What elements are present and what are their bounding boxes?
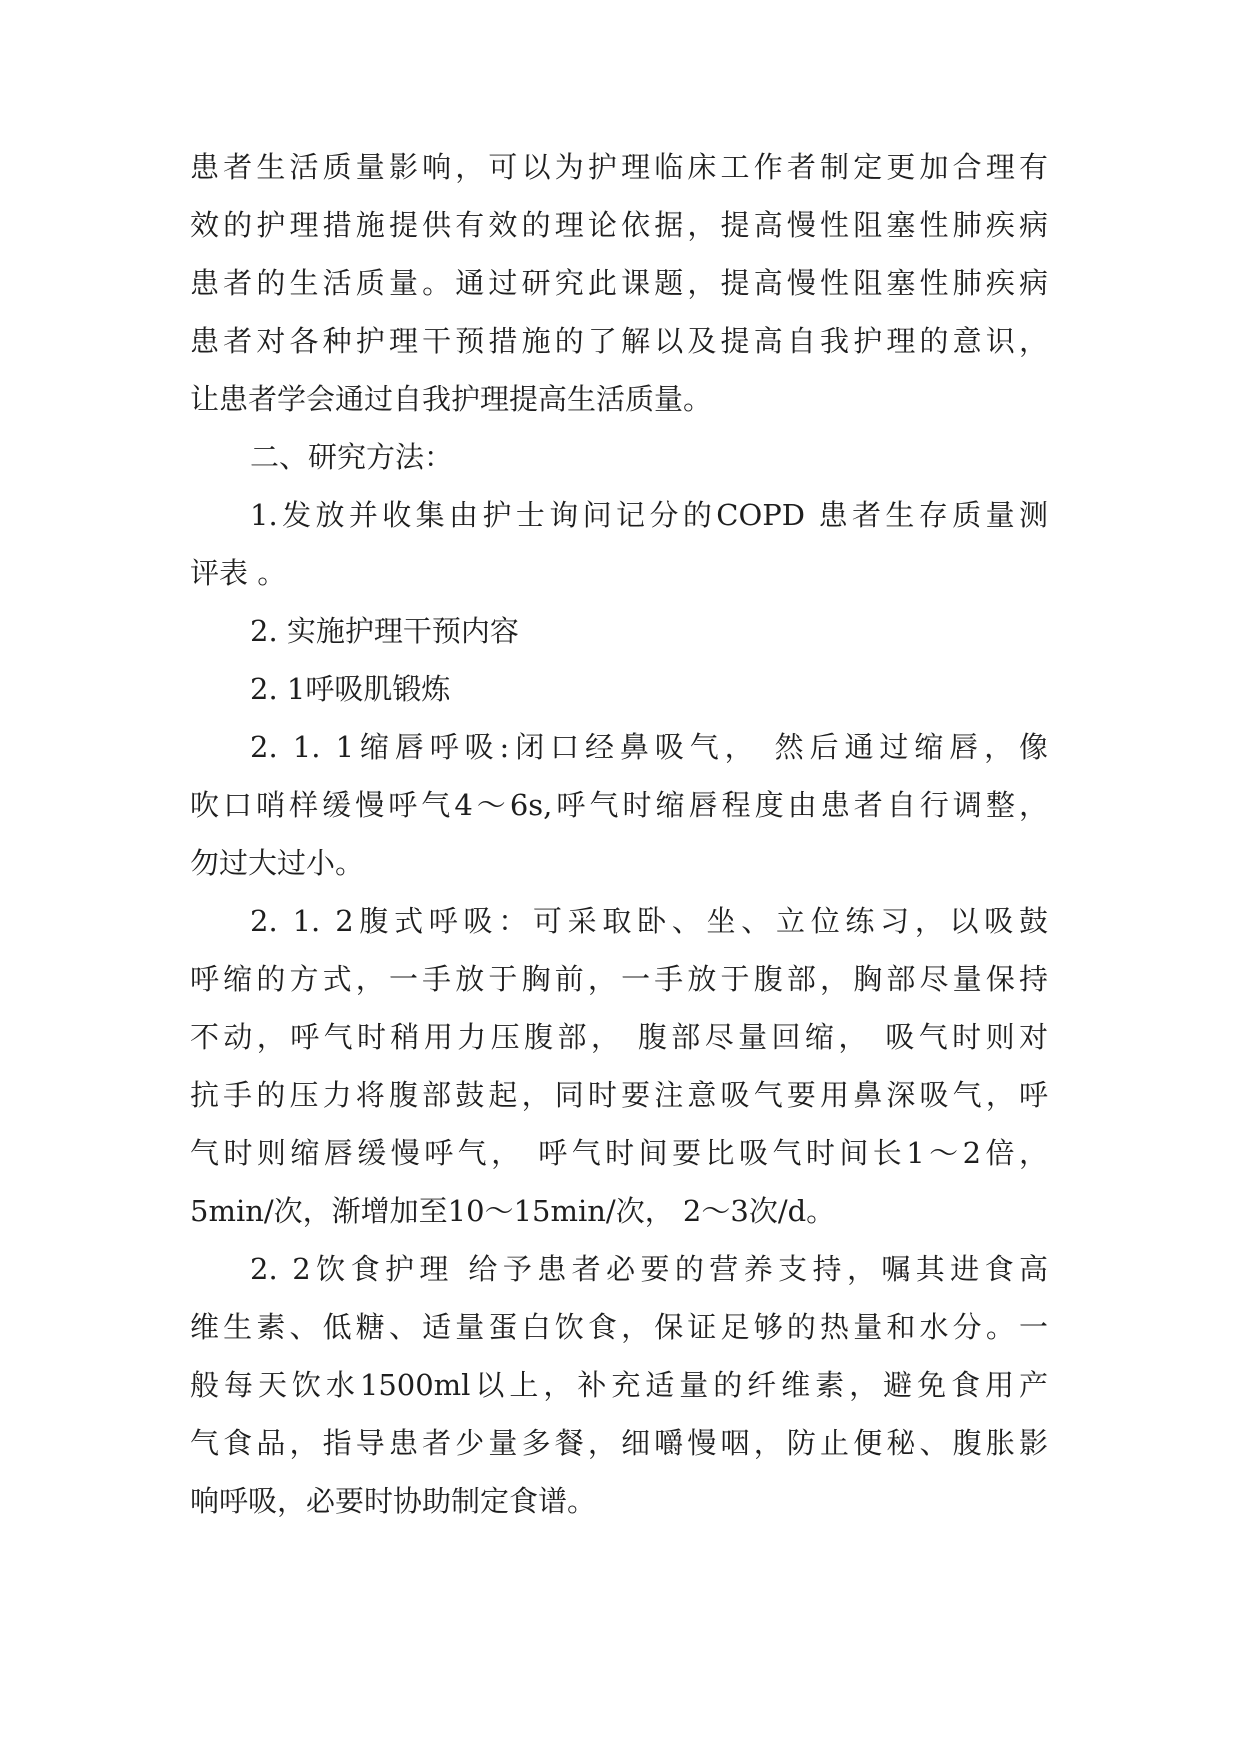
item-2-1-2-line-5: 气时则缩唇缓慢呼气， 呼气时间要比吸气时间长1～2倍，: [190, 1136, 1048, 1170]
intro-line-1: 患者生活质量影响，可以为护理临床工作者制定更加合理有: [190, 150, 1048, 184]
item-2-1-2-line-4: 抗手的压力将腹部鼓起，同时要注意吸气要用鼻深吸气，呼: [190, 1078, 1048, 1112]
item-2-1-1-line-3: 勿过大过小。: [190, 846, 365, 880]
item-2-2-line-5: 响呼吸，必要时协助制定食谱。: [190, 1484, 597, 1518]
section-heading-methods: 二、研究方法：: [250, 440, 454, 474]
intro-line-2: 效的护理措施提供有效的理论依据，提高慢性阻塞性肺疾病: [190, 208, 1048, 242]
item-2-2-line-2: 维生素、低糖、适量蛋白饮食，保证足够的热量和水分。一: [190, 1310, 1048, 1344]
item-2-1-1-line-1: 2. 1. 1缩唇呼吸:闭口经鼻吸气， 然后通过缩唇，像: [250, 730, 1048, 764]
intro-line-4: 患者对各种护理干预措施的了解以及提高自我护理的意识，: [190, 324, 1048, 358]
item-2-1-2-line-1: 2. 1. 2腹式呼吸：可采取卧、坐、立位练习，以吸鼓: [250, 904, 1048, 938]
item-2-2-line-1: 2. 2饮食护理 给予患者必要的营养支持，嘱其进食高: [250, 1252, 1048, 1286]
item-2-1-2-line-2: 呼缩的方式，一手放于胸前，一手放于腹部，胸部尽量保持: [190, 962, 1048, 996]
item-2-2-line-3: 般每天饮水1500ml以上，补充适量的纤维素，避免食用产: [190, 1368, 1048, 1402]
intro-line-3: 患者的生活质量。通过研究此课题，提高慢性阻塞性肺疾病: [190, 266, 1048, 300]
intro-line-5: 让患者学会通过自我护理提高生活质量。: [190, 382, 713, 416]
item-2-2-line-4: 气食品，指导患者少量多餐，细嚼慢咽，防止便秘、腹胀影: [190, 1426, 1048, 1460]
item-2-heading: 2. 实施护理干预内容: [250, 614, 519, 648]
item-2-1-2-line-3: 不动，呼气时稍用力压腹部， 腹部尽量回缩， 吸气时则对: [190, 1020, 1048, 1054]
item-1-line-2: 评表 。: [190, 556, 287, 590]
item-2-1-heading: 2. 1呼吸肌锻炼: [250, 672, 451, 706]
item-2-1-2-line-6: 5min/次，渐增加至10～15min/次， 2～3次/d。: [190, 1194, 836, 1228]
item-1-line-1: 1.发放并收集由护士询问记分的COPD 患者生存质量测: [250, 498, 1048, 532]
item-2-1-1-line-2: 吹口哨样缓慢呼气4～6s,呼气时缩唇程度由患者自行调整，: [190, 788, 1048, 822]
